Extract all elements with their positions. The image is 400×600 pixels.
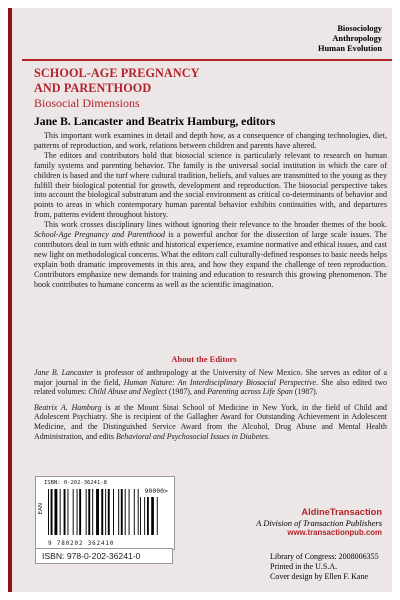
description-paragraph: This important work examines in detail and depth how, as a consequence of changing technologies, diet, patterns of reproduction, and work, relations between children and parents have altered. — [34, 131, 387, 150]
cover-panel — [8, 8, 392, 592]
work-title: Child Abuse and Neglect — [88, 387, 167, 397]
book-subtitle: Biosocial Dimensions — [34, 96, 140, 110]
series-item: Anthropology — [332, 34, 382, 43]
title-line: SCHOOL-AGE PREGNANCY — [34, 66, 200, 80]
printed-in: Printed in the U.S.A. — [270, 562, 338, 571]
series-item: Biosociology — [337, 24, 382, 33]
series-list — [318, 24, 382, 54]
series-item: Human Evolution — [318, 44, 382, 53]
text-run: is professor of anthropology at the University of New Mexico. She serves as editor of a major journal in the field, — [34, 368, 387, 387]
text-run: . She also edited two related volumes: — [34, 377, 387, 397]
editors-line: Jane B. Lancaster and Beatrix Hamburg, editors — [34, 115, 276, 128]
work-title: Human Nature: An Interdisciplinary Biosocial Perspective — [123, 377, 316, 387]
work-title: Parenting across Life Span — [207, 387, 293, 397]
text-run: is at the Mount Sinai School of Medicine in New York, in the field of Child and Adolescent Psychiatry. She is recipient of the Gallagher Award for Outstanding Achievement in Adolescent Medicine, and the Distinguished Service Award from the Alcohol, Drug Abuse and Mental Health Administration, and edits — [34, 402, 387, 441]
bio-lancaster — [34, 368, 387, 397]
cover-design: Cover design by Ellen F. Kane — [270, 572, 369, 581]
text-run: This work crosses disciplinary lines without ignoring their relevance to the broader themes of the book. — [44, 220, 387, 230]
publisher-block — [256, 507, 382, 539]
description-paragraph: The editors and contributors hold that biosocial science is particularly relevant to research on human family systems and parenting behavior. The family is the universal social institution in which the care of children is based and the turf where cultural tradition, beliefs, and values are transmitted to the young as they fulfill their biological potential for growth, development and reproduction. The biosocial perspective takes into account the biological substratum and the social environment as critical co-determinants of behavior and points to areas in which contemporary human parental behavior exhibits continuities with, and departures from, patterns evident throughout history. — [34, 150, 387, 220]
text-run: (1987), and — [166, 387, 208, 397]
publisher-url[interactable]: www.transactionpub.com — [287, 528, 382, 537]
work-title: Behavioral and Psychosocial Issues in Diabetes — [115, 431, 268, 441]
text-run: (1987). — [292, 387, 318, 397]
text-run: . — [267, 431, 270, 441]
book-title-italic: School-Age Pregnancy and Parenthood — [34, 230, 166, 240]
text-run: is a powerful anchor for the dissection of large scale issues. The contributors deal in turn with ethnic and historical experience, examine normative and ethical issues, and cast new light on methodological concerns. What the editors call culturally-defined responses to basic needs helps explain both dramatic improvements in this area, and how they expand the challenge of teen reproduction. Contributors emphasize new demands for training and education to research this growing phenomenon. The book contributes to humane concerns as well as the scientific imagination. — [34, 230, 387, 289]
editor-name: Beatrix A. Hamburg — [34, 402, 102, 412]
editor-name: Jane B. Lancaster — [34, 368, 94, 377]
barcode-bars — [36, 477, 174, 549]
barcode-isbn: ISBN: 0-202-36241-8 — [44, 480, 107, 486]
barcode — [35, 476, 175, 550]
title-line: AND PARENTHOOD — [34, 80, 152, 95]
about-heading: About the Editors — [171, 354, 237, 364]
isbn-label: ISBN: 978-0-202-36241-0 — [35, 548, 173, 564]
bio-hamburg — [34, 403, 387, 441]
barcode-side-label: EAN — [38, 503, 44, 515]
description-paragraph — [34, 220, 387, 289]
credits — [270, 552, 379, 582]
divider-rule — [22, 59, 392, 61]
about-editors — [34, 368, 387, 447]
publisher-name: AldineTransaction — [301, 507, 382, 517]
description — [34, 131, 387, 290]
barcode-digits: 9 780202 362410 — [48, 540, 115, 547]
barcode-addon: 90000> — [144, 487, 168, 495]
loc-number: Library of Congress: 2008006355 — [270, 552, 379, 561]
book-title — [34, 66, 200, 95]
publisher-division: A Division of Transaction Publishers — [256, 517, 382, 528]
